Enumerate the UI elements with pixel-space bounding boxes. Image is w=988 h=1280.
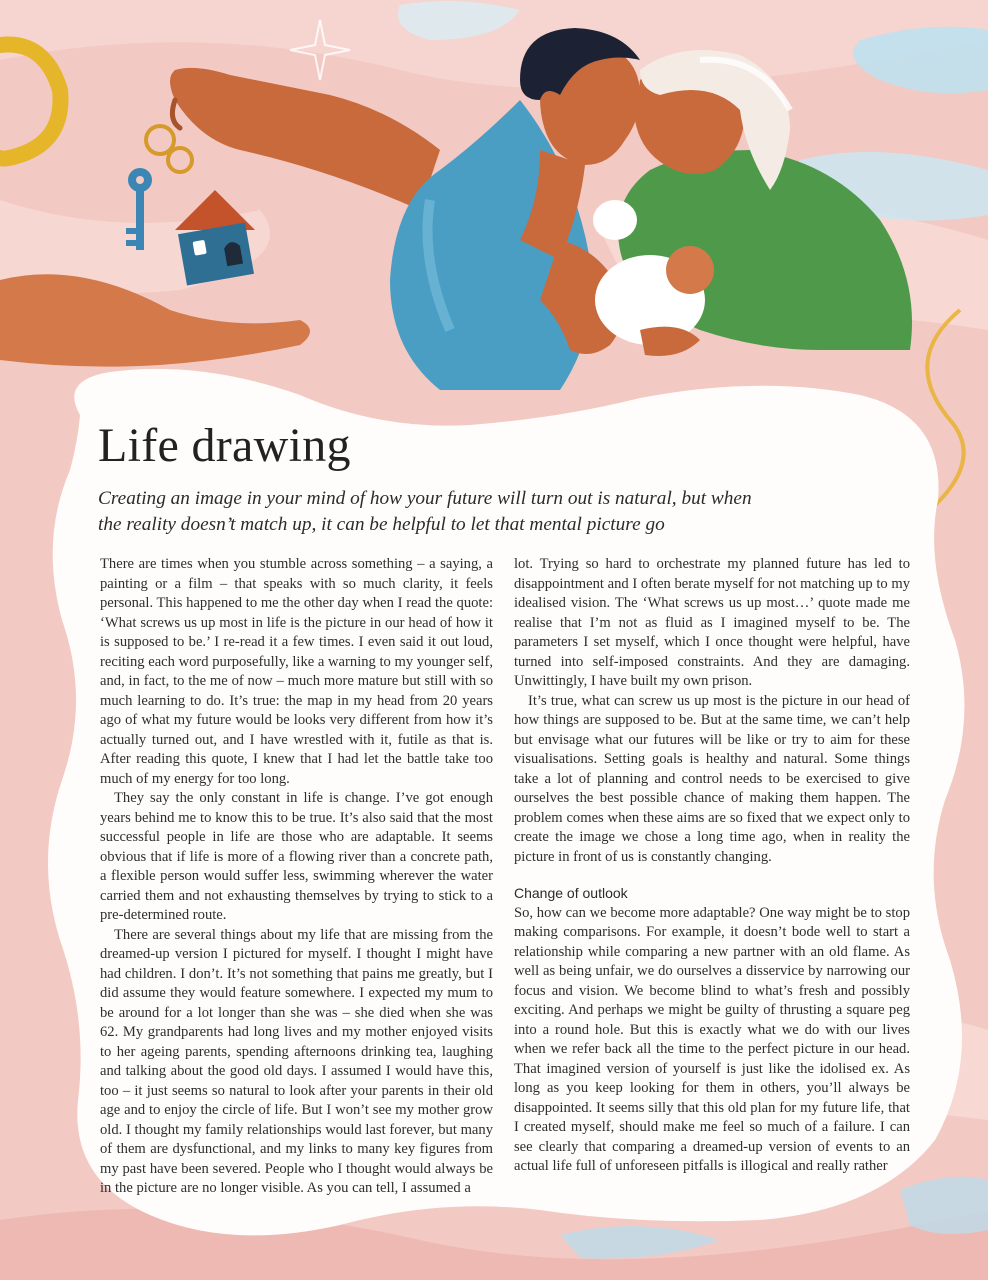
- paragraph: lot. Trying so hard to orchestrate my planned future has led to disappointment and I often berate myself for not matching up to my idealised vision. The ‘What screws us up most…’ quote made me realise that I’m not as fluid as I imagined myself to be. The parameters I set myself, which I once thought were helpful, have turned into self-imposed constraints. And they are damaging. Unwittingly, I have built my own prison.: [514, 556, 910, 689]
- paragraph: It’s true, what can screw us up most is the picture in our head of how things are supposed to be. But at the same time, we can’t help but envisage what our futures will be like or try to aim for these visualisations. Setting goals is healthy and natural. Some things take a lot of planning and control needs to be exercised to give ourselves the best possible chance of making them happen. The problem comes when these aims are so fixed that we expect only to create the image we chose a long time ago, when in reality the picture in front of us is constantly changing.: [514, 692, 910, 865]
- paragraph: There are times when you stumble across something – a saying, a painting or a film – that speaks with so much clarity, it feels personal. This happened to me the other day when I read the quote: ‘What screws us up most in life is the picture in our head of how it is supposed to be.’ I re-read it a few times. I even said it out loud, reciting each word purposefully, like a warning to my younger self, and, in fact, to the me of now – much more mature but still with so much learning to do. It’s true: the map in my head from 20 years ago of what my future would be looks very different from how it’s actually turned out, and I have wrestled with it, futile as that is. After reading this quote, I knew that I had let the battle take too much of my energy for too long.: [100, 556, 493, 787]
- article-standfirst: Creating an image in your mind of how your future will turn out is natural, but when the reality doesn’t match up, it can be helpful to let that mental picture go: [98, 488, 752, 535]
- article-title: Life drawing: [98, 419, 351, 472]
- paragraph: They say the only constant in life is change. I’ve got enough years behind me to know this to be true. It’s also said that the most successful people in life are those who are adaptable. It seems obvious that if life is more of a flowing river than a concrete path, a flexible person would suffer less, swimming wherever the water carried them and not exhausting themselves by trying to stick to a pre-determined route.: [100, 790, 493, 923]
- paragraph: So, how can we become more adaptable? One way might be to stop making comparisons. For example, it doesn’t bode well to start a relationship while comparing a new partner with an old flame. As well as being unfair, we do ourselves a disservice by narrowing our focus and vision. We become blind to what’s fresh and possibly exciting. And perhaps we might be guilty of thrusting a square peg into a round hole. But this is exactly what we do with our lives when we refer back all the time to the perfect picture in our head. That imagined version of yourself is just like the idolised ex. As long as you keep looking for them in others, you’ll always be disappointed. It seems silly that this old plan for my future life, that I created myself, should make me feel so much of a failure. I can see clearly that comparing a dreamed-up version of events to an actual life full of unforeseen pitfalls is illogical and really rather: [514, 904, 910, 1174]
- section-subhead: Change of outlook: [514, 885, 628, 901]
- paragraph: There are several things about my life that are missing from the dreamed-up version I pictured for myself. I thought I might have had children. I don’t. It’s not something that pains me greatly, but I did assume they would feature somewhere. I expected my mum to be around for a lot longer than she was – she died when she was 62. My grandparents had long lives and my mother enjoyed visits to her ageing parents, spending afternoons drinking tea, laughing and talking about the good old days. I assumed I would have this, too – it just seems so natural to look after your parents in their old age and to enjoy the circle of life. But I won’t see my mother grow old. I thought my family relationships would last forever, but many of them are dysfunctional, and my links to many key figures from my past have been severed. People who I thought would always be in the picture are no longer visible. As you can tell, I assumed a: [100, 926, 493, 1196]
- right-column: [514, 555, 910, 1177]
- left-column: [100, 555, 493, 1199]
